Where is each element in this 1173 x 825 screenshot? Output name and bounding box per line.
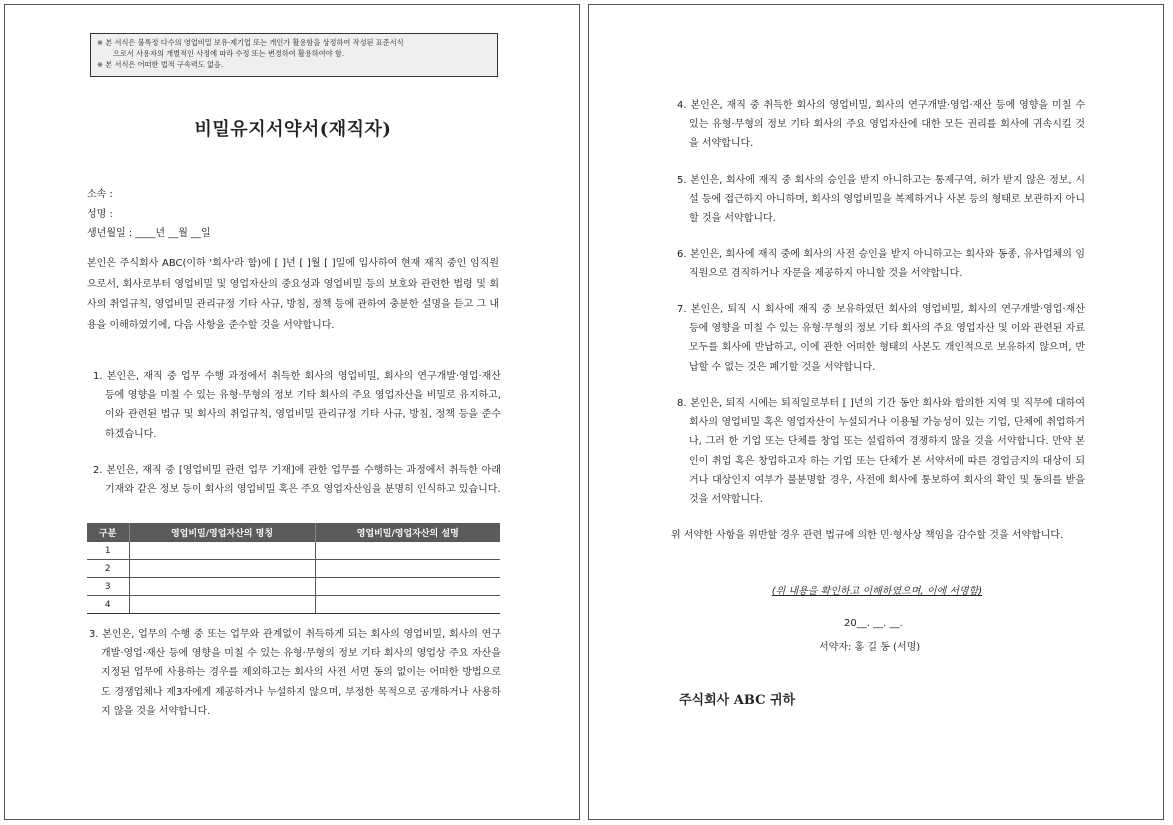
clause-8: 8. 본인은, 퇴직 시에는 퇴직일로부터 [ ]년의 기간 동안 회사와 합의한 지역 및 직무에 대하여 회사의 영업비밀 혹은 영업자산이 누설되거나 이용될 가능성이 있는 기업, 단체에 취업하거나, 그러 한 기업 또는 단체를 창업 또는 설립하여 경쟁하지 않을 것을 서약합니다. 만약 본인이 취업 혹은 창업하고자 하는 기업 또는 단체가 본 서약서에 따른 경업금지의 대상이 되거나 대상인지 여부가 불분명할 경우, 사전에 회사에 통보하여 회사의 확인 및 동의를 받을 것을 서약합니다.	[677, 398, 1085, 506]
document-page-1	[4, 4, 580, 820]
secret-name-cell[interactable]	[129, 596, 315, 614]
notice-line-1-cont: 으로서 사용자의 개별적인 사정에 따라 수정 또는 변경하여 활용하여야 함.	[113, 49, 345, 58]
intro-paragraph: 본인은 주식회사 ABC(이하 '회사'라 함)에 [ ]년 [ ]월 [ ]일에 입사하여 현재 재직 중인 임직원으로서, 회사로부터 영업비밀 및 영업자산의 중요성과 영업비밀 등의 보호와 관련한 법령 및 회사의 취업규칙, 영업비밀 관리규정 기타 사규, 방침, 정책 등에 관하여 충분한 설명을 듣고 그 내용을 이해하였기에, 다음 사항을 준수할 것을 서약합니다.	[87, 258, 499, 331]
trade-secret-table	[87, 523, 500, 614]
secret-description-cell[interactable]	[315, 560, 500, 578]
table-row	[87, 596, 500, 614]
secret-name-cell[interactable]	[129, 560, 315, 578]
secret-name-cell[interactable]	[129, 578, 315, 596]
clause-2: 2. 본인은, 재직 중 [영업비밀 관련 업무 기재]에 관한 업무를 수행하는 과정에서 취득한 아래 기재와 같은 정보 등이 회사의 영업비밀 혹은 주요 영업자산임을 분명히 인식하고 있습니다.	[93, 465, 501, 496]
table-header-secret-description: 영업비밀/영업자산의 설명	[315, 523, 500, 542]
notice-line-1: ※ 본 서식은 불특정 다수의 영업비밀 보유·제기업 또는 개인가 활용함을 상정하여 작성된 표준서식	[97, 38, 404, 47]
secret-description-cell[interactable]	[315, 596, 500, 614]
birthdate-field: 생년월일 : ____년 __월 __일	[87, 228, 211, 239]
acknowledgement-line: (위 내용을 확인하고 이해하였으며, 이에 서명함)	[771, 586, 983, 597]
table-header-row	[87, 523, 500, 542]
closing-paragraph: 위 서약한 사항을 위반할 경우 관련 법규에 의한 민·형사상 책임을 감수할 것을 서약합니다.	[671, 530, 1064, 541]
table-header-category: 구분	[87, 523, 129, 542]
notice-line-2: ※ 본 서식은 어떠한 법적 구속력도 없음.	[97, 60, 224, 69]
affiliation-field: 소속 :	[87, 189, 113, 200]
clause-4: 4. 본인은, 재직 중 취득한 회사의 영업비밀, 회사의 연구개발·영업·재산 등에 영향을 미칠 수 있는 유형·무형의 정보 기타 회사의 주요 영업자산에 대한 모든 권리를 회사에 귀속시킬 것을 서약합니다.	[677, 100, 1085, 150]
table-row	[87, 542, 500, 560]
table-row	[87, 560, 500, 578]
secret-description-cell[interactable]	[315, 578, 500, 596]
signature-date: 20__. __. __.	[844, 618, 903, 629]
clause-1: 1. 본인은, 재직 중 업무 수행 과정에서 취득한 회사의 영업비밀, 회사의 연구개발·영업·재산 등에 영향을 미칠 수 있는 유형·무형의 정보 기타 회사의 주요 영업자산을 비밀로 유지하고, 이와 관련된 법규 및 회사의 취업규칙, 영업비밀 관리규정 기타 사규, 방침, 정책 등을 준수하겠습니다.	[93, 371, 501, 440]
clause-5: 5. 본인은, 회사에 재직 중 회사의 승인을 받지 아니하고는 통제구역, 허가 받지 않은 정보, 시설 등에 접근하지 아니하며, 회사의 영업비밀을 복제하거나 사본 등의 형태로 보관하지 아니할 것을 서약합니다.	[677, 175, 1085, 225]
row-number: 1	[87, 542, 129, 560]
secret-description-cell[interactable]	[315, 542, 500, 560]
name-field: 성명 :	[87, 209, 113, 220]
addressee: 주식회사 ABC 귀하	[679, 693, 796, 708]
signer-name: 서약자: 홍 길 동 (서명)	[819, 642, 921, 653]
row-number: 3	[87, 578, 129, 596]
table-row	[87, 578, 500, 596]
clause-7: 7. 본인은, 퇴직 시 회사에 재직 중 보유하였던 회사의 영업비밀, 회사의 연구개발·영업·재산 등에 영향을 미칠 수 있는 유형·무형의 정보 기타 회사의 주요 영업자산 및 이와 관련된 자료 모두를 회사에 반납하고, 이에 관한 어떠한 형태의 사본도 개인적으로 보유하지 않으며, 반납할 수 없는 것은 폐기할 것을 서약합니다.	[677, 304, 1085, 373]
notice-box	[90, 33, 498, 77]
table-header-secret-name: 영업비밀/영업자산의 명칭	[129, 523, 315, 542]
secret-name-cell[interactable]	[129, 542, 315, 560]
clause-6: 6. 본인은, 회사에 재직 중에 회사의 사전 승인을 받지 아니하고는 회사와 동종, 유사업체의 임직원으로 겸직하거나 자문을 제공하지 아니할 것을 서약합니다.	[677, 249, 1085, 280]
row-number: 4	[87, 596, 129, 614]
row-number: 2	[87, 560, 129, 578]
document-page-2	[588, 4, 1164, 820]
document-title: 비밀유지서약서(재직자)	[194, 119, 392, 140]
clause-3: 3. 본인은, 업무의 수행 중 또는 업무와 관계없이 취득하게 되는 회사의 영업비밀, 회사의 연구개발·영업·재산 등에 영향을 미칠 수 있는 유형·무형의 정보 기타 회사의 영업상 주요 자산을 지정된 업무에 사용하는 경우를 제외하고는 회사의 사전 서면 동의 없이는 어떠한 방법으로도 경쟁업체나 제3자에게 제공하거나 누설하지 않으며, 부정한 목적으로 공개하거나 사용하지 않을 것을 서약합니다.	[89, 629, 501, 717]
